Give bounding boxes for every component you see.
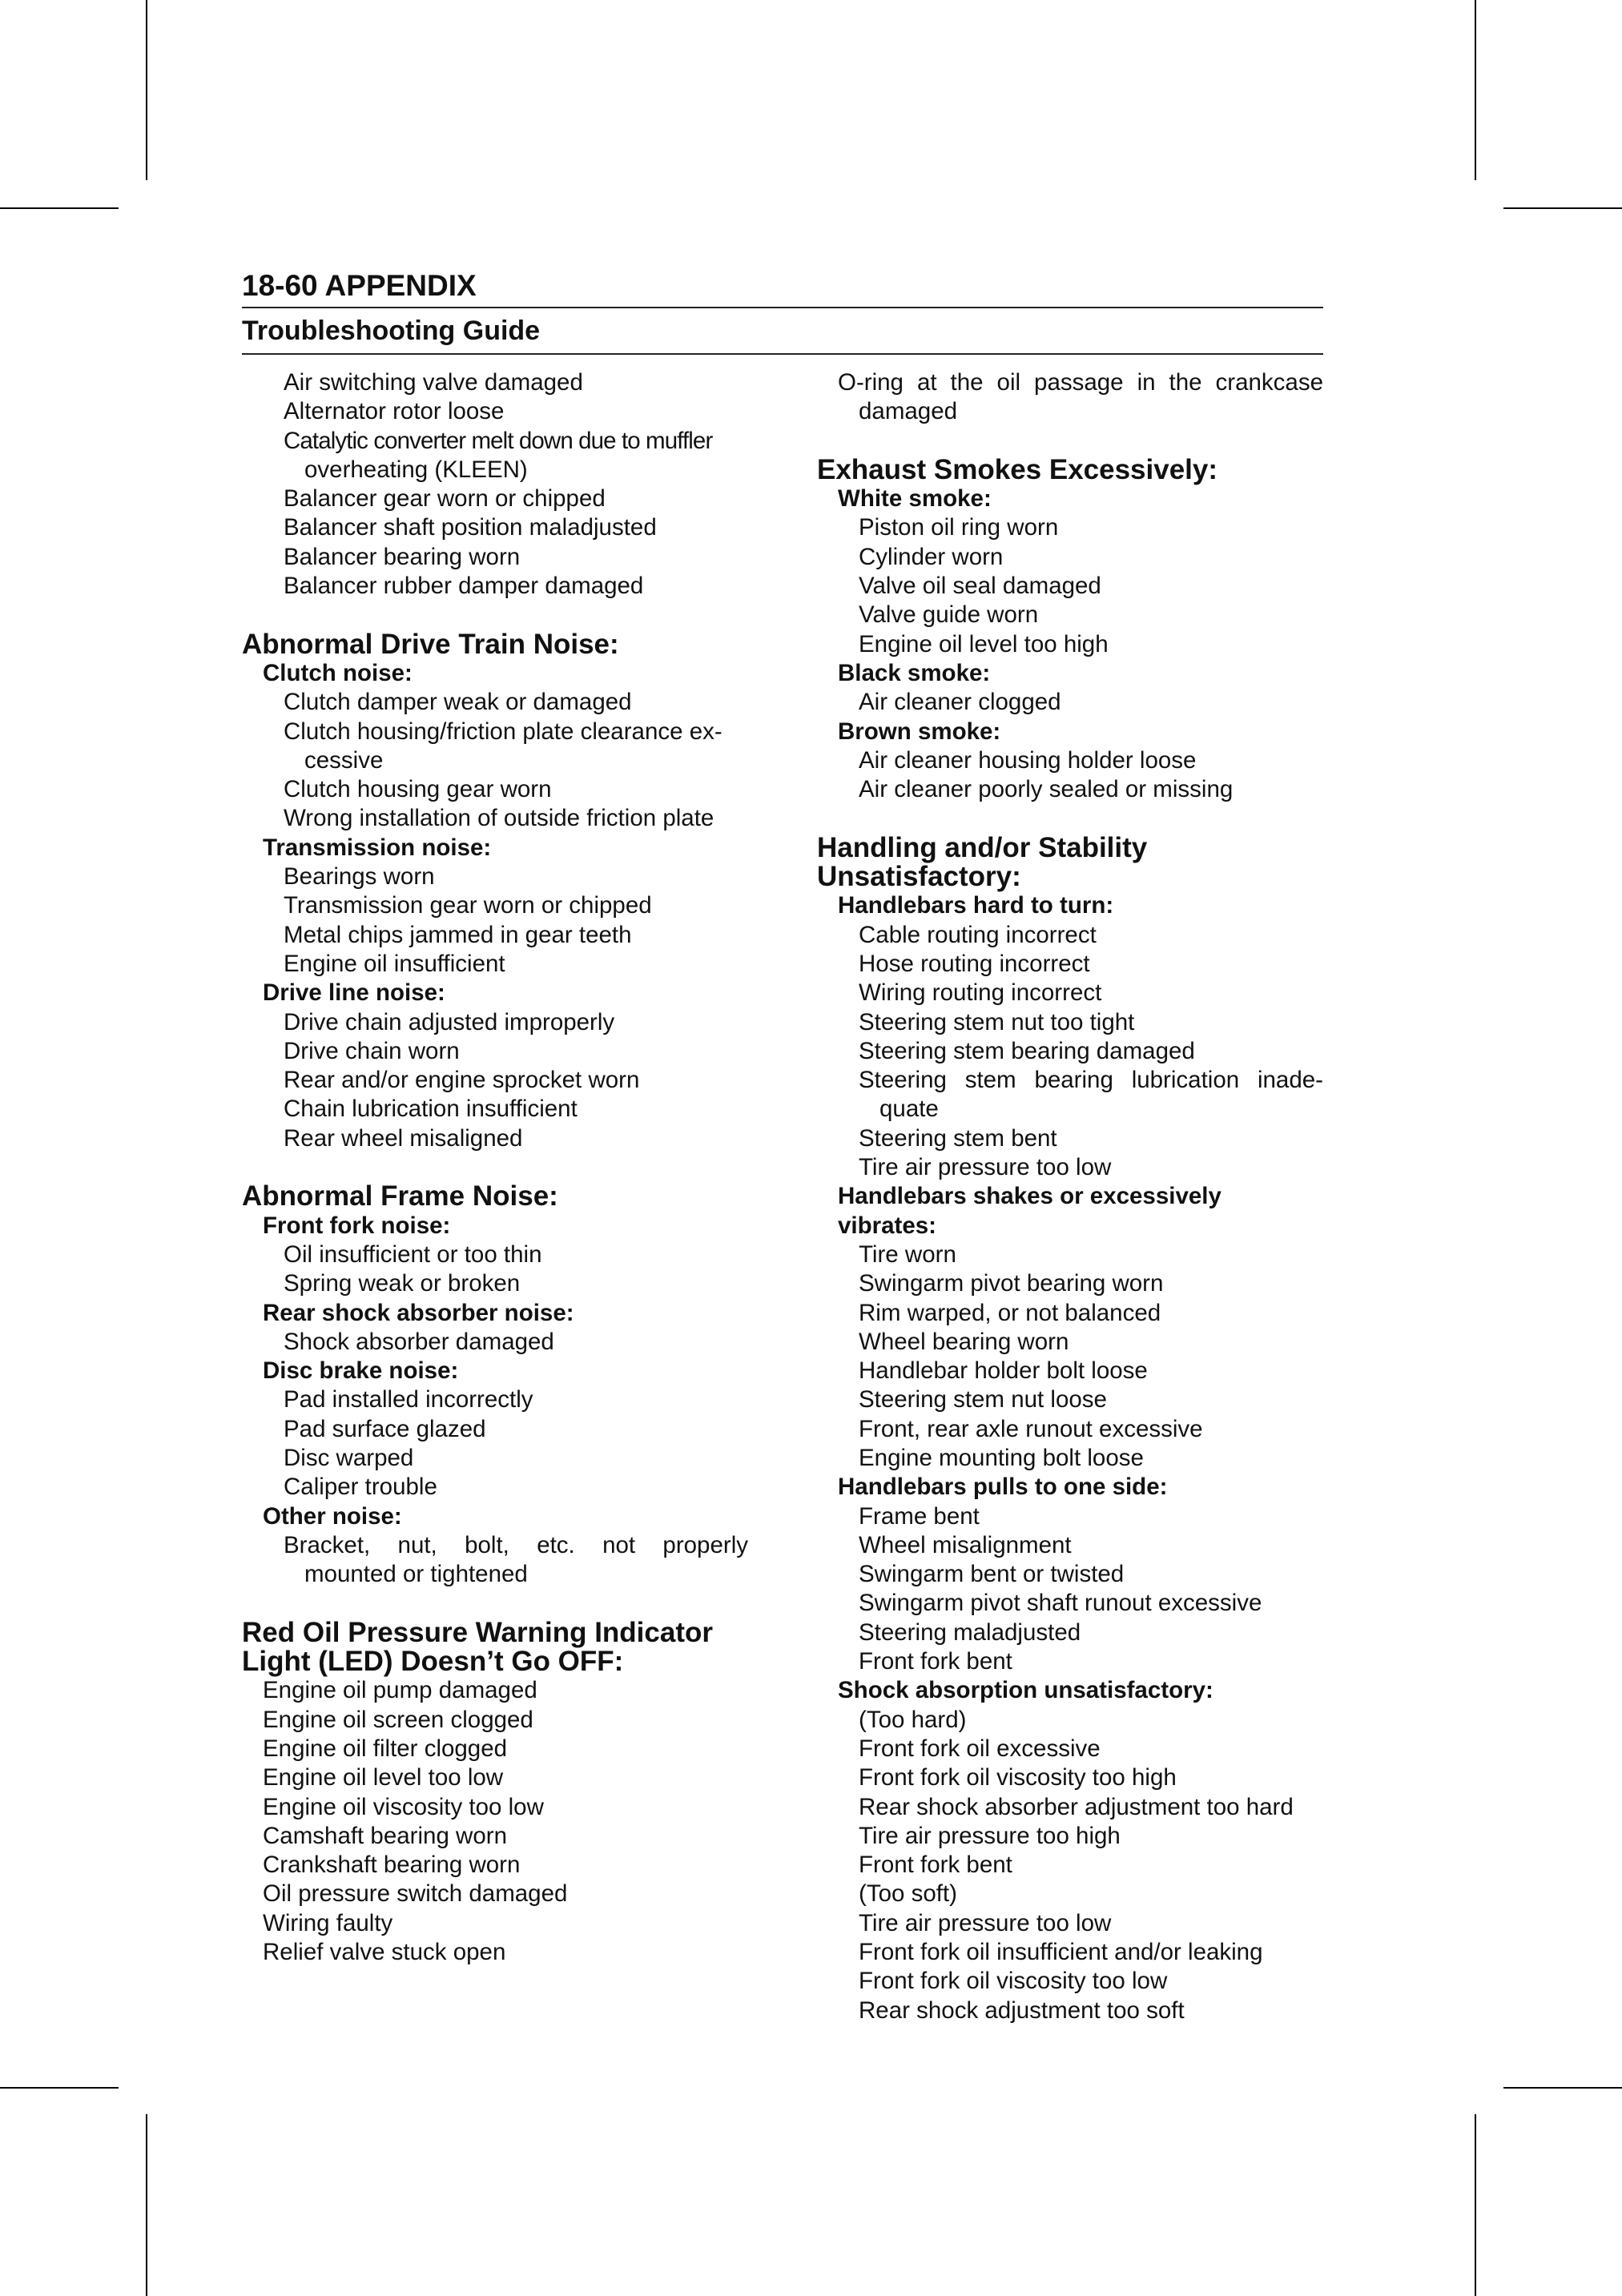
list-item: Front fork oil insufficient and/or leaking <box>859 1939 1263 1966</box>
list-item: Rear shock adjustment too soft <box>859 1996 1185 2024</box>
list-item: Engine oil viscosity too low <box>263 1793 544 1820</box>
subheading: Handlebars shakes or excessively <box>838 1183 1222 1210</box>
list-item: Swingarm bent or twisted <box>859 1561 1125 1588</box>
list-item: overheating (KLEEN) <box>304 456 528 483</box>
heading-oil-warning: Red Oil Pressure Warning Indicator <box>242 1616 713 1648</box>
list-item: Wrong installation of outside friction plate <box>284 805 714 832</box>
subheading: Black smoke: <box>838 659 991 686</box>
list-item: Disc warped <box>284 1444 414 1471</box>
crop-mark <box>1503 2087 1622 2089</box>
subheading: Brown smoke: <box>838 718 1001 745</box>
list-item: Bracket, nut, bolt, etc. not properly <box>284 1531 748 1558</box>
crop-mark <box>0 2087 119 2089</box>
subheading: Shock absorption unsatisfactory: <box>838 1677 1213 1704</box>
list-item: Steering stem bent <box>859 1124 1057 1152</box>
list-item: Balancer shaft position maladjusted <box>284 514 657 541</box>
crop-mark <box>0 207 119 209</box>
list-item: Clutch housing gear worn <box>284 776 552 803</box>
heading-handling-2: Unsatisfactory: <box>817 861 1021 893</box>
list-item: Clutch damper weak or damaged <box>284 689 632 716</box>
subheading: Handlebars pulls to one side: <box>838 1474 1168 1501</box>
list-item: mounted or tightened <box>304 1561 528 1588</box>
list-item: Front fork bent <box>859 1648 1012 1675</box>
list-item: Rear shock absorber adjustment too hard <box>859 1793 1294 1820</box>
crop-mark <box>146 2114 147 2296</box>
left-column <box>242 368 748 1967</box>
list-item: Cylinder worn <box>859 543 1004 570</box>
right-column <box>817 368 1323 2025</box>
page-number: 18-60 APPENDIX <box>242 269 477 302</box>
list-item: Valve oil seal damaged <box>859 573 1101 600</box>
list-item: damaged <box>859 398 958 425</box>
list-item: Tire worn <box>859 1240 956 1268</box>
list-item: Balancer rubber damper damaged <box>284 573 644 600</box>
list-item: Alternator rotor loose <box>284 398 505 425</box>
subheading: Clutch noise: <box>263 659 413 686</box>
list-item: Oil insufficient or too thin <box>284 1240 542 1268</box>
heading-oil-warning-2: Light (LED) Doesn’t Go OFF: <box>242 1646 624 1678</box>
page-header <box>242 267 1323 355</box>
subheading: Front fork noise: <box>263 1212 451 1239</box>
list-item: Front fork oil viscosity too low <box>859 1968 1168 1995</box>
list-item: Engine oil level too high <box>859 630 1109 657</box>
list-item: Rear and/or engine sprocket worn <box>284 1067 640 1094</box>
list-item: Front fork bent <box>859 1852 1012 1879</box>
section-title: Troubleshooting Guide <box>242 316 541 346</box>
subheading: Rear shock absorber noise: <box>263 1299 574 1326</box>
list-item: Steering stem bearing lubrication inade- <box>859 1067 1323 1094</box>
list-item: Air switching valve damaged <box>284 369 583 396</box>
list-item: Steering stem nut loose <box>859 1386 1107 1413</box>
list-item: O-ring at the oil passage in the crankcase <box>838 369 1323 396</box>
list-item: Drive chain adjusted improperly <box>284 1008 615 1035</box>
list-item: Steering stem bearing damaged <box>859 1037 1195 1064</box>
list-item: (Too soft) <box>859 1880 957 1908</box>
list-item: Pad installed incorrectly <box>284 1386 533 1413</box>
list-item: Transmission gear worn or chipped <box>284 892 652 919</box>
list-item: Wheel bearing worn <box>859 1328 1069 1355</box>
list-item: Metal chips jammed in gear teeth <box>284 921 632 948</box>
list-item: Cable routing incorrect <box>859 921 1097 948</box>
list-item: Balancer gear worn or chipped <box>284 485 606 513</box>
list-item: Oil pressure switch damaged <box>263 1880 568 1908</box>
subheading: vibrates: <box>838 1212 936 1239</box>
subheading: Handlebars hard to turn: <box>838 892 1114 919</box>
list-item: Tire air pressure too high <box>859 1822 1121 1849</box>
list-item: Balancer bearing worn <box>284 543 521 570</box>
list-item: cessive <box>304 746 384 774</box>
list-item: quate <box>879 1096 939 1123</box>
list-item: Wiring faulty <box>263 1909 393 1936</box>
list-item: Air cleaner poorly sealed or missing <box>859 776 1234 803</box>
list-item: Front, rear axle runout excessive <box>859 1415 1203 1442</box>
list-item: Camshaft bearing worn <box>263 1822 507 1849</box>
list-item: Swingarm pivot bearing worn <box>859 1270 1164 1297</box>
list-item: Engine oil filter clogged <box>263 1735 508 1762</box>
crop-mark <box>1503 207 1622 209</box>
subheading: Drive line noise: <box>263 979 445 1007</box>
section-rule <box>242 353 1323 355</box>
list-item: Relief valve stuck open <box>263 1939 506 1966</box>
list-item: Engine oil insufficient <box>284 950 505 977</box>
list-item: Frame bent <box>859 1502 980 1530</box>
crop-mark <box>146 0 147 180</box>
list-item: Caliper trouble <box>284 1474 437 1501</box>
subheading: Transmission noise: <box>263 834 492 861</box>
list-item: Piston oil ring worn <box>859 514 1059 541</box>
list-item: Drive chain worn <box>284 1037 460 1064</box>
list-item: Handlebar holder bolt loose <box>859 1357 1148 1385</box>
subheading: Disc brake noise: <box>263 1357 459 1385</box>
list-item: Engine oil level too low <box>263 1764 504 1791</box>
list-item: Wiring routing incorrect <box>859 979 1102 1007</box>
list-item: Chain lubrication insufficient <box>284 1096 578 1123</box>
list-item: Front fork oil viscosity too high <box>859 1764 1177 1791</box>
subheading: Other noise: <box>263 1502 402 1530</box>
list-item: Engine oil pump damaged <box>263 1677 537 1704</box>
list-item: Hose routing incorrect <box>859 950 1090 977</box>
list-item: Steering stem nut too tight <box>859 1008 1135 1035</box>
heading-frame-noise: Abnormal Frame Noise: <box>242 1180 558 1212</box>
crop-mark <box>1475 0 1476 180</box>
list-item: Tire air pressure too low <box>859 1909 1112 1936</box>
list-item: Valve guide worn <box>859 601 1039 629</box>
list-item: Air cleaner housing holder loose <box>859 746 1197 774</box>
list-item: Catalytic converter melt down due to muffler <box>284 427 713 454</box>
list-item: Crankshaft bearing worn <box>263 1852 521 1879</box>
subheading: White smoke: <box>838 485 992 513</box>
heading-handling: Handling and/or Stability <box>817 831 1148 863</box>
list-item: Clutch housing/friction plate clearance ex- <box>284 718 722 745</box>
list-item: Front fork oil excessive <box>859 1735 1101 1762</box>
heading-exhaust: Exhaust Smokes Excessively: <box>817 453 1218 485</box>
list-item: Pad surface glazed <box>284 1415 486 1442</box>
list-item: Tire air pressure too low <box>859 1154 1112 1181</box>
list-item: Engine oil screen clogged <box>263 1706 533 1733</box>
list-item: Shock absorber damaged <box>284 1328 554 1355</box>
list-item: Swingarm pivot shaft runout excessive <box>859 1590 1262 1617</box>
list-item: Steering maladjusted <box>859 1618 1081 1646</box>
list-item: Wheel misalignment <box>859 1531 1072 1558</box>
list-item: Bearings worn <box>284 863 435 891</box>
list-item: Engine mounting bolt loose <box>859 1444 1144 1471</box>
heading-drive-train: Abnormal Drive Train Noise: <box>242 628 619 660</box>
list-item: (Too hard) <box>859 1706 967 1733</box>
list-item: Air cleaner clogged <box>859 689 1061 716</box>
list-item: Rim warped, or not balanced <box>859 1299 1161 1326</box>
list-item: Spring weak or broken <box>284 1270 521 1297</box>
crop-mark <box>1475 2114 1476 2296</box>
list-item: Rear wheel misaligned <box>284 1124 523 1152</box>
